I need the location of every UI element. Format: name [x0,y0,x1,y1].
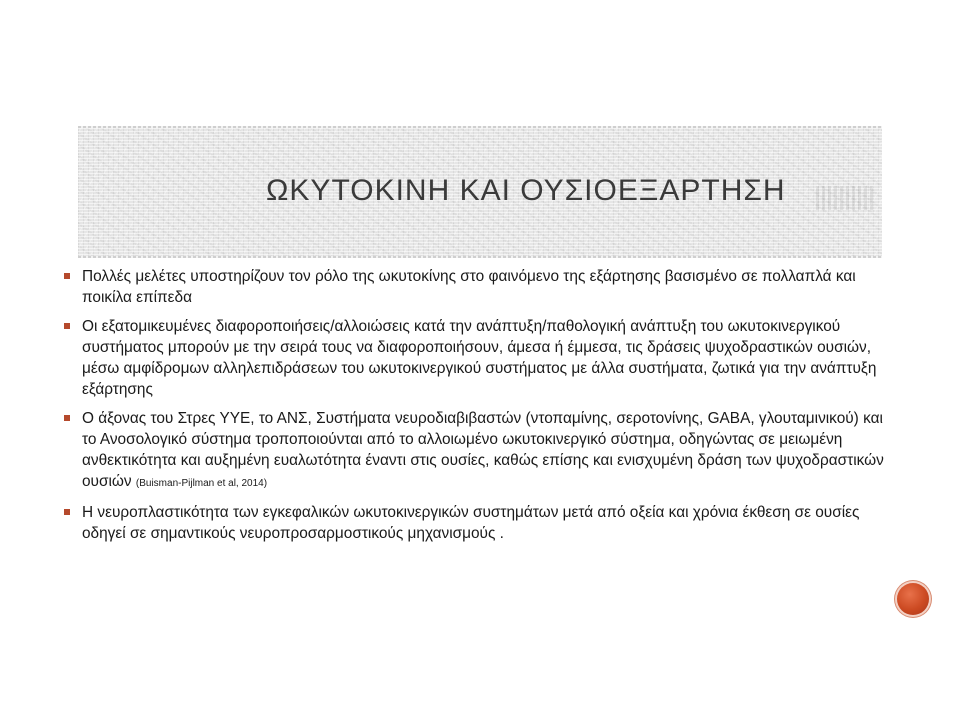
title-banner [78,126,882,258]
bullet-item-4 [64,502,894,544]
bullet-item-3 [64,408,894,494]
bullet-text: Πολλές μελέτες υποστηρίζουν τον ρόλο της ωκυτοκίνης στο φαινόμενο της εξάρτησης βασισμένο σε πολλαπλά και ποικίλα επίπεδα [82,268,856,306]
bullet-text: Η νευροπλαστικότητα των εγκεφαλικών ωκυτοκινεργικών συστημάτων μετά από οξεία και χρόνια έκθεση σε ουσίες οδηγεί σε σημαντικούς νευροπροσαρμοστικούς μηχανισμούς . [82,504,860,542]
square-bullet-icon [64,273,70,279]
title-banner-top-border [78,126,882,128]
slide-title: ΩΚΥΤΟΚΙΝΗ ΚΑΙ ΟΥΣΙΟΕΞΑΡΤΗΣΗ [266,174,786,207]
bullet-text: Οι εξατομικευμένες διαφοροποιήσεις/αλλοιώσεις κατά την ανάπτυξη/παθολογική ανάπτυξη του ωκυτοκινεργικού συστήματος μπορούν με την σειρά τους να διαφοροποιήσουν, άμεσα ή έμμεσα, τις δράσεις ψυχοδραστικών ουσιών, μέσω αμφίδρομων αλληλεπιδράσεων του ωκυτοκινεργικού συστήματος με άλλα συστήματα, ζωτικά για την ανάπτυξη εξάρτησης [82,318,877,398]
bullet-text: Ο άξονας του Στρες ΥΥΕ, το ΑΝΣ, Συστήματα νευροδιαβιβαστών (ντοπαμίνης, σεροτονίνης, GABA, γλουταμινικού) και το Ανοσολογικό σύστημα τροποποιούνται από το αλλοιωμένο ωκυτοκινεργικό σύστημα, οδηγώντας σε μειωμένη ανθεκτικότητα και αυξημένη ευαλωτότητα έναντι στις ουσίες, καθώς επίσης και ενισχυμένη δράση των ψυχοδραστικών ουσιών [82,410,884,490]
square-bullet-icon [64,415,70,421]
title-banner-bottom-border [78,256,882,258]
square-bullet-icon [64,509,70,515]
bullet-item-1 [64,266,894,308]
bullet-item-2 [64,316,894,400]
square-bullet-icon [64,323,70,329]
citation: (Buisman-Pijlman et al, 2014) [135,478,268,489]
title-banner-texture [816,186,876,210]
bullet-list [64,266,894,552]
slide-orb-icon [897,583,929,615]
